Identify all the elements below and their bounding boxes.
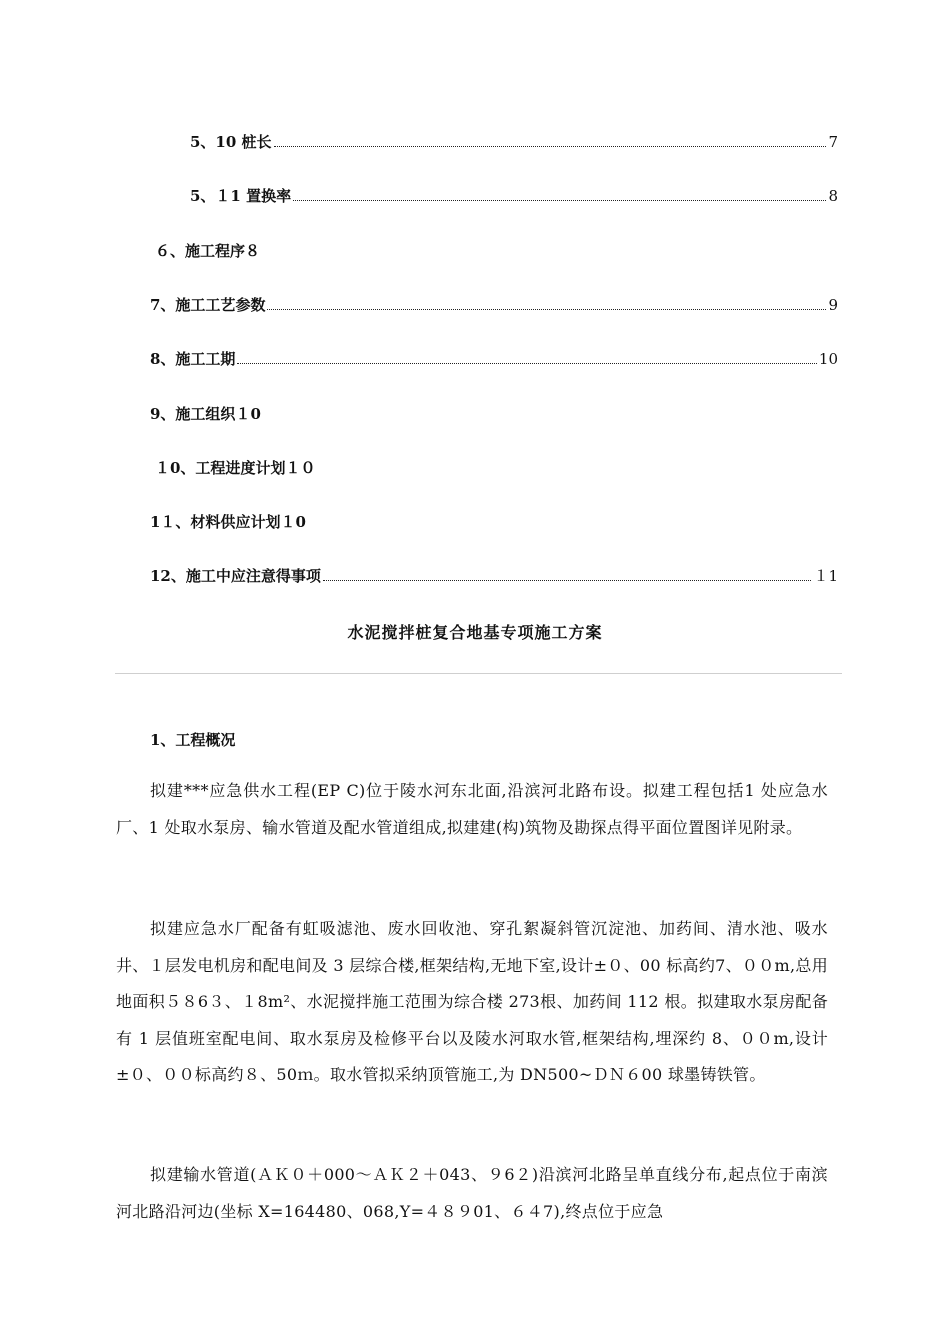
- toc-title: 5、１1 置换率: [190, 187, 292, 205]
- toc-title: 9、施工组织１0: [150, 405, 261, 423]
- toc-leader-dots: [267, 297, 826, 310]
- paragraph-water-plant: 拟建应急水厂配备有虹吸滤池、废水回收池、穿孔絮凝斜管沉淀池、加药间、清水池、吸水井、１层发电机房和配电间及 3 层综合楼,框架结构,无地下室,设计±０、00 标高约7、００m,总用地面积５８6３、１8m²、水泥搅拌施工范围为综合楼 273根、加药间 112 根。拟建取水泵房配备有 1 层值班室配电间、取水泵房及检修平台以及陵水河取水管,框架结构,埋深约 8、００m,设计±０、００标高约８、50ｍ。取水管拟采纳顶管施工,为 DN500~ＤＮ６00 球墨铸铁管。: [116, 919, 828, 1084]
- toc-leader-dots: [293, 188, 826, 201]
- section-divider: [115, 673, 842, 674]
- toc-row-9[interactable]: [150, 403, 261, 427]
- toc-title: 5、10 桩长: [190, 133, 272, 151]
- toc-leader-dots: [274, 134, 827, 147]
- paragraph-pipeline: 拟建输水管道(ＡＫ０＋000～ＡＫ２＋043、９6２)沿滨河北路呈单直线分布,起点位于南滨河北路沿河边(坐标 X=164480、068,Y=４８９01、６４7),终点位于应急: [116, 1165, 828, 1221]
- toc-title: １0、工程进度计划１０: [155, 459, 316, 477]
- toc-leader-dots: [237, 351, 816, 364]
- document-title: 水泥搅拌桩复合地基专项施工方案: [347, 623, 603, 642]
- toc-row-5-10[interactable]: [190, 131, 838, 155]
- toc-row-11[interactable]: [150, 511, 306, 535]
- toc-row-6[interactable]: [155, 240, 260, 264]
- toc-row-5-11[interactable]: [190, 185, 838, 209]
- toc-page-number: 9: [828, 296, 838, 314]
- toc-title: 12、施工中应注意得事项: [150, 567, 321, 585]
- toc-title: 1１、材料供应计划１0: [150, 513, 306, 531]
- toc-title: 8、施工工期: [150, 350, 236, 368]
- toc-page-number: １1: [813, 567, 838, 585]
- toc-leader-dots: [323, 568, 812, 581]
- section-heading: 1、工程概况: [150, 731, 236, 749]
- toc-title: 7、施工工艺参数: [150, 296, 266, 314]
- paragraph-project-location: 拟建***应急供水工程(EP C)位于陵水河东北面,沿滨河北路布设。拟建工程包括1 处应急水厂、1 处取水泵房、输水管道及配水管道组成,拟建建(构)筑物及勘探点得平面位置图详见附录。: [116, 781, 828, 837]
- toc-page-number: 8: [828, 187, 838, 205]
- toc-title: ６、施工程序８: [155, 242, 261, 260]
- toc-page-number: 7: [828, 133, 838, 151]
- toc-row-12[interactable]: [150, 565, 838, 589]
- toc-row-7[interactable]: [150, 294, 838, 318]
- toc-row-10[interactable]: [155, 457, 315, 481]
- toc-row-8[interactable]: [150, 348, 838, 372]
- toc-page-number: 10: [818, 350, 838, 368]
